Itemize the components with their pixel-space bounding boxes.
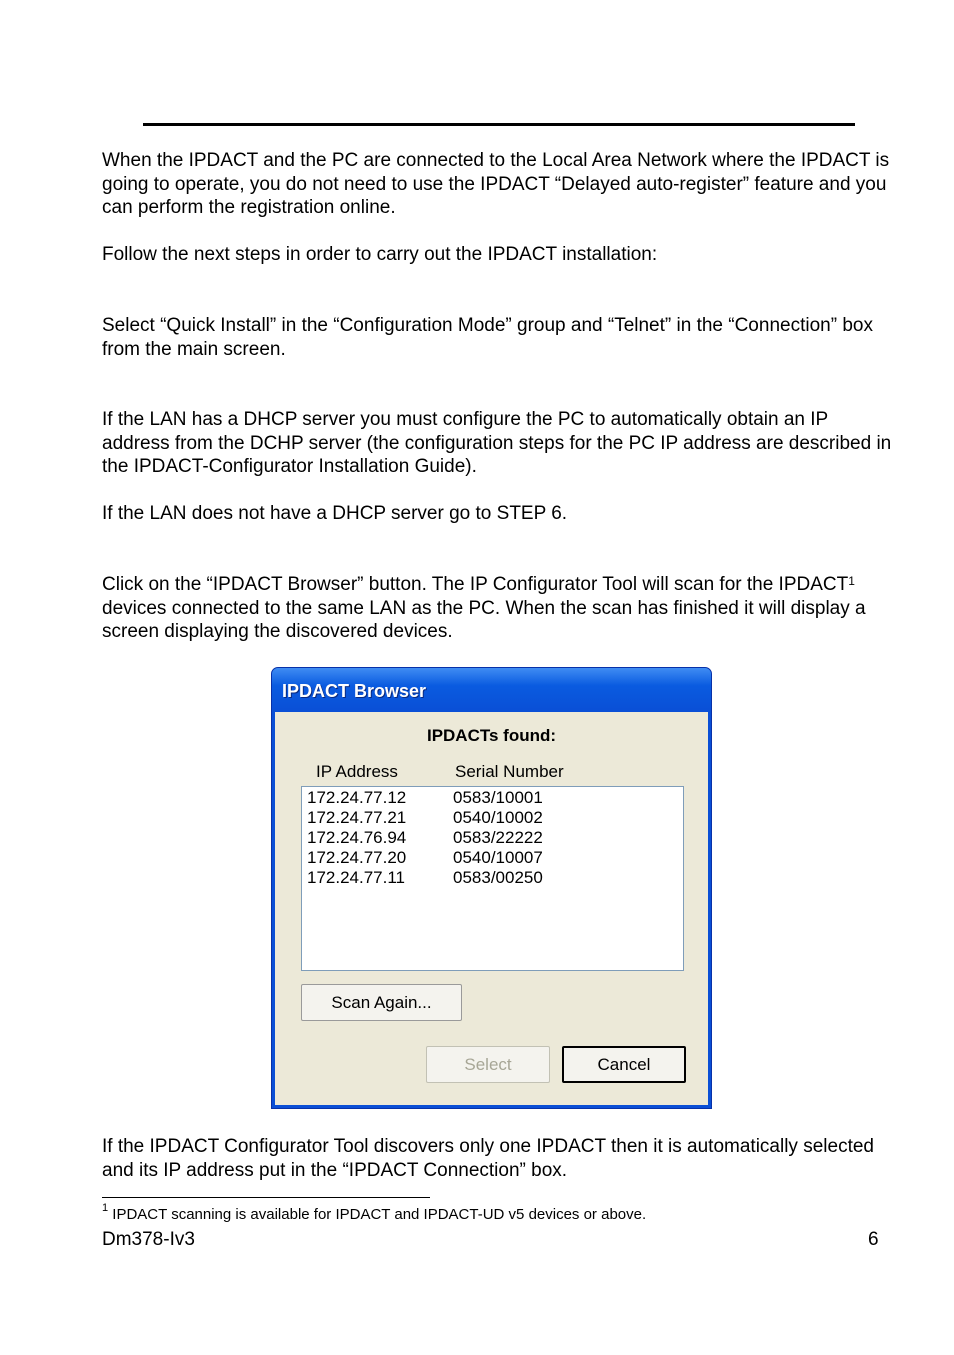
paragraph-browser-part2: devices connected to the same LAN as the PC. When the scan has finished it will display a screen displaying the discovered devices. [102, 597, 866, 642]
list-item-ip: 172.24.77.20 [307, 848, 407, 867]
ipdact-browser-dialog [271, 667, 712, 1109]
header-rule [143, 123, 855, 126]
cancel-button[interactable]: Cancel [562, 1046, 686, 1083]
list-item-serial: 0583/22222 [453, 828, 543, 847]
paragraph-no-dhcp: If the LAN does not have a DHCP server go to STEP 6. [102, 503, 568, 524]
scan-again-button[interactable]: Scan Again... [301, 984, 462, 1021]
paragraph-quick-install: Select “Quick Install” in the “Configuration Mode” group and “Telnet” in the “Connection” box from the main screen. [102, 315, 873, 360]
devices-listbox[interactable] [301, 786, 684, 971]
list-item-ip: 172.24.77.12 [307, 788, 407, 807]
document-id: Dm378-Iv3 [102, 1229, 195, 1250]
footnote-mark: 1 [102, 1202, 109, 1214]
list-item-ip: 172.24.76.94 [307, 828, 407, 847]
select-button[interactable]: Select [426, 1046, 550, 1083]
footnote-separator [102, 1197, 430, 1198]
list-item-ip: 172.24.77.21 [307, 808, 407, 827]
paragraph-lan-intro: When the IPDACT and the PC are connected to the Local Area Network where the IPDACT is going to operate, you do not need to use the IPDACT “Delayed auto-register” feature and you can perform the registration online. [102, 150, 890, 218]
list-item-serial: 0583/00250 [453, 868, 543, 887]
list-item-serial: 0540/10002 [453, 808, 543, 827]
dialog-titlebar[interactable] [272, 668, 711, 712]
paragraph-auto-select: If the IPDACT Configurator Tool discovers only one IPDACT then it is automatically selected and its IP address put in the “IPDACT Connection” box. [102, 1136, 874, 1181]
column-header-ip-address: IP Address [316, 762, 398, 781]
footnote [102, 1204, 646, 1223]
list-item-serial: 0583/10001 [453, 788, 543, 807]
footnote-text: IPDACT scanning is available for IPDACT and IPDACT-UD v5 devices or above. [108, 1206, 647, 1223]
paragraph-browser-part1: Click on the “IPDACT Browser” button. The IP Configurator Tool will scan for the IPDACT [102, 574, 849, 595]
paragraph-follow-steps: Follow the next steps in order to carry out the IPDACT installation: [102, 244, 658, 265]
list-item-ip: 172.24.77.11 [307, 868, 405, 887]
page-number: 6 [868, 1229, 879, 1250]
dialog-client-area [275, 712, 708, 1105]
paragraph-browser [102, 573, 892, 644]
ipdacts-found-label: IPDACTs found: [426, 726, 557, 745]
list-item-serial: 0540/10007 [453, 848, 543, 867]
column-header-serial-number: Serial Number [455, 762, 564, 781]
paragraph-dhcp: If the LAN has a DHCP server you must configure the PC to automatically obtain an IP address from the DCHP server (the configuration steps for the PC IP address are described in the IPDACT-Configurator Installation Guide). [102, 409, 892, 477]
footnote-reference: 1 [848, 574, 855, 588]
dialog-title: IPDACT Browser [282, 681, 427, 701]
